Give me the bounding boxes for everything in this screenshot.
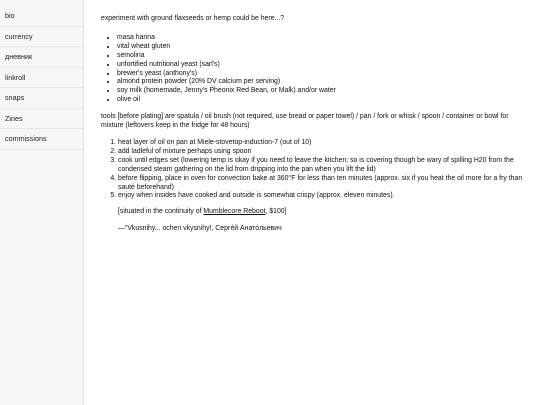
intro-text: experiment with ground flaxseeds or hemp could be here...? bbox=[101, 15, 285, 22]
situated-note bbox=[101, 208, 531, 217]
quote-text: —"Vkusnihy... ochen vkysnihy!, Сергéй Анатóльевич bbox=[118, 225, 282, 233]
ingredient-item: • masa harina bbox=[117, 34, 531, 43]
ingredient-list bbox=[101, 34, 531, 105]
ingredient-item: • almond protein powder (20% DV calcium per serving) bbox=[117, 78, 531, 87]
sidebar-item-commissions[interactable]: commissions bbox=[0, 129, 83, 150]
steps-list bbox=[101, 139, 531, 201]
ingredient-item: • semolina bbox=[117, 52, 531, 61]
sidebar-item-currency[interactable]: currency bbox=[0, 27, 83, 48]
step-item: 1. heat layer of oil on pan at Miele-stovetop-induction-7 (out of 10) bbox=[118, 139, 531, 148]
situated-suffix: , $100] bbox=[265, 208, 287, 216]
sidebar-nav bbox=[0, 0, 84, 405]
step-item: 3. cook until edges set (lowering temp is okay if you need to leave the kitchen; so is covering though be wary of spilling H20 from the condensed steam gathering on the lid from dripping into the pan when you lift the lid) bbox=[118, 157, 531, 175]
main-content bbox=[101, 15, 531, 234]
sidebar-item-snaps[interactable]: snaps bbox=[0, 88, 83, 109]
tools-text: tools [before plating] are spatula / oil brush (not required, use bread or paper towel) / pan / fork or whisk / spoon / container or bowl for mixture (leftovers keep in the fridge for 48 hours) bbox=[101, 113, 509, 130]
sidebar-item-linkroll[interactable]: linkroll bbox=[0, 68, 83, 89]
ingredient-item: • soy milk (homemade, Jenny's Pheonix Red Bean, or Malk) and/or water bbox=[117, 87, 531, 96]
sidebar-item-dnevnik[interactable]: дневник bbox=[0, 47, 83, 68]
step-item: 2. add ladleful of mixture perhaps using spoon bbox=[118, 148, 531, 157]
situated-prefix: [situated in the continuity of bbox=[118, 208, 204, 216]
sidebar-item-zines[interactable]: Zines bbox=[0, 109, 83, 130]
step-item: 4. before flipping, place in oven for convection bake at 360°F for less than ten minutes (approx. six if you heat the oil more for a fry than sauté beforehand) bbox=[118, 175, 531, 193]
sidebar-item-bio[interactable]: bio bbox=[0, 0, 83, 27]
ingredient-item: • olive oil bbox=[117, 96, 531, 105]
mumblecore-reboot-link[interactable]: Mumblecore Reboot bbox=[203, 208, 266, 216]
step-item: 5. enjoy when insides have cooked and outside is somewhat crispy (approx. eleven minutes). bbox=[118, 192, 531, 201]
ingredient-item: • vital wheat gluten bbox=[117, 43, 531, 52]
ingredient-item: • unfortified nutritional yeast (sarl's) bbox=[117, 61, 531, 70]
ingredient-item: • brewer's yeast (anthony's) bbox=[117, 70, 531, 79]
